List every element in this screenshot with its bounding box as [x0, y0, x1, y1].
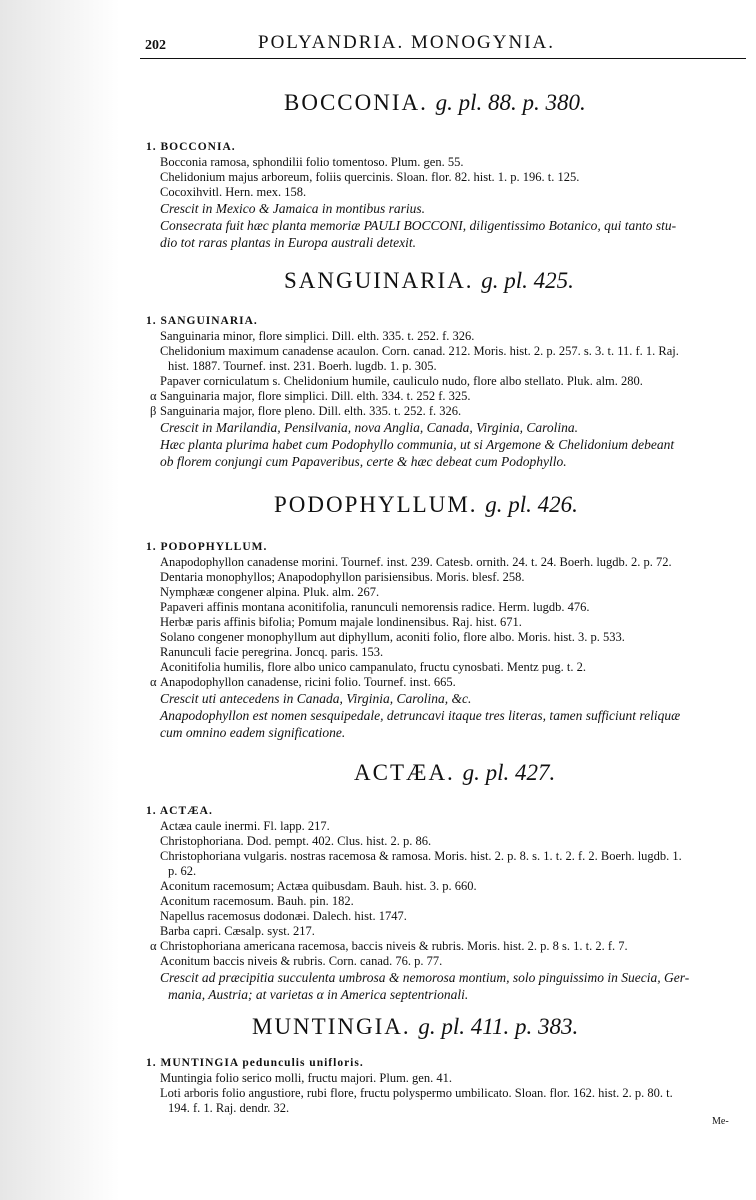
variety-marker: α — [150, 675, 157, 689]
synonym-line: Herbæ paris affinis bifolia; Pomum majale londinensibus. Raj. hist. 671. — [160, 615, 522, 629]
synonym-line: Christophoriana vulgaris. nostras racemosa & ramosa. Moris. hist. 2. p. 8. s. 1. t. 2. f. 2. Boerh. lugdb. 1. — [160, 849, 682, 863]
synonym-line: Actæa caule inermi. Fl. lapp. 217. — [160, 819, 330, 833]
synonym-line: Napellus racemosus dodonæi. Dalech. hist. 1747. — [160, 909, 407, 923]
species-heading: 1. ACTÆA. — [146, 805, 213, 817]
genus-title-actaea: ACTÆA. g. pl. 427. — [354, 760, 556, 785]
genus-title-bocconia: BOCCONIA. g. pl. 88. p. 380. — [284, 90, 586, 115]
synonym-line: Christophoriana. Dod. pempt. 402. Clus. hist. 2. p. 86. — [160, 834, 432, 848]
note-line: cum omnino eadem significatione. — [160, 725, 346, 740]
entry-podophyllum — [146, 540, 746, 741]
variety-alpha-line: α Christophoriana americana racemosa, baccis niveis & rubris. Moris. hist. 2. p. 8 s. 1. t. 2. f. 7. — [150, 939, 628, 953]
synonym-line: Aconitifolia humilis, flore albo unico campanulato, fructu cynosbati. Mentz pug. t. 2. — [160, 660, 586, 674]
variety-beta-line: β Sanguinaria major, flore pleno. Dill. elth. 335. t. 252. f. 326. — [150, 404, 462, 418]
habitat-line: Crescit uti antecedens in Canada, Virginia, Carolina, &c. — [160, 691, 472, 706]
synonym-line: Ranunculi facie peregrina. Joncq. paris. 153. — [160, 645, 384, 659]
synonym-line: Dentaria monophyllos; Anapodophyllon parisiensibus. Moris. blesf. 258. — [160, 570, 525, 584]
habitat-line: Crescit in Mexico & Jamaica in montibus rarius. — [160, 201, 425, 216]
synonym-line: Chelidonium maximum canadense acaulon. Corn. canad. 212. Moris. hist. 2. p. 257. s. 3. t. 11. f. 1. Raj. — [160, 344, 679, 358]
entry-sanguinaria — [146, 314, 746, 470]
synonym-line: Solano congener monophyllum aut diphyllum, aconiti folio, flore albo. Moris. hist. 3. p. 533. — [160, 630, 625, 644]
note-line: Consecrata fuit hæc planta memoriæ PAULI BOCCONI, diligentissimo Botanico, qui tanto stu- — [160, 218, 677, 233]
synonym-line: Aconitum baccis niveis & rubris. Corn. canad. 76. p. 77. — [160, 954, 443, 968]
genus-title-sanguinaria: SANGUINARIA. g. pl. 425. — [284, 268, 574, 293]
running-title: POLYANDRIA. MONOGYNIA. — [258, 32, 556, 53]
variety-marker: α — [150, 389, 157, 403]
page-header — [140, 30, 746, 60]
variety-alpha-line: α Anapodophyllon canadense, ricini folio. Tournef. inst. 665. — [150, 675, 456, 689]
species-heading: 1. MUNTINGIA pedunculis unifloris. — [146, 1057, 364, 1069]
variety-marker: α — [150, 939, 157, 953]
synonym-line: Anapodophyllon canadense morini. Tournef. inst. 239. Catesb. ornith. 24. t. 24. Boerh. lugdb. 2. p. 72. — [160, 555, 672, 569]
synonym-line: Aconitum racemosum; Actæa quibusdam. Bauh. hist. 3. p. 660. — [160, 879, 477, 893]
variety-alpha-line: α Sanguinaria major, flore simplici. Dill. elth. 334. t. 252 f. 325. — [150, 389, 471, 403]
genus-title-podophyllum: PODOPHYLLUM. g. pl. 426. — [274, 492, 578, 517]
synonym-line: hist. 1887. Tournef. inst. 231. Boerh. lugdb. 1. p. 305. — [168, 359, 437, 373]
synonym-line: Loti arboris folio angustiore, rubi flore, fructu polyspermo umbilicato. Sloan. flor. 162. hist. 2. p. 80. t. — [160, 1086, 673, 1100]
entry-bocconia — [146, 140, 746, 251]
note-line: ob florem conjungi cum Papaveribus, certe & hæc debeat cum Podophyllo. — [160, 454, 567, 469]
synonym-line: Muntingia folio serico molli, fructu majori. Plum. gen. 41. — [160, 1071, 452, 1085]
synonym-line: Nymphææ congener alpina. Pluk. alm. 267. — [160, 585, 380, 599]
synonym-line: p. 62. — [168, 864, 197, 878]
species-heading: 1. PODOPHYLLUM. — [146, 541, 268, 553]
habitat-line: Crescit ad præcipitia succulenta umbrosa & nemorosa montium, solo pinguissimo in Suecia, Ger- — [160, 970, 690, 985]
entry-actaea — [146, 804, 746, 1003]
habitat-line: Crescit in Marilandia, Pensilvania, nova Anglia, Canada, Virginia, Carolina. — [160, 420, 578, 435]
genus-title-muntingia: MUNTINGIA. g. pl. 411. p. 383. — [252, 1014, 579, 1039]
synonym-line: Aconitum racemosum. Bauh. pin. 182. — [160, 894, 354, 908]
note-line: Anapodophyllon est nomen sesquipedale, detruncavi itaque tres literas, tamen sufficiunt reliquæ — [160, 708, 681, 723]
synonym-line: Papaver corniculatum s. Chelidonium humile, cauliculo nudo, flore albo stellato. Pluk. alm. 280. — [160, 374, 643, 388]
habitat-line: mania, Austria; at varietas α in America septentrionali. — [168, 987, 469, 1002]
header-rule — [140, 58, 746, 59]
species-heading: 1. BOCCONIA. — [146, 141, 236, 153]
synonym-line: Cocoxihvitl. Hern. mex. 158. — [160, 185, 307, 199]
synonym-line: Barba capri. Cæsalp. syst. 217. — [160, 924, 315, 938]
species-heading: 1. SANGUINARIA. — [146, 315, 258, 327]
note-line: dio tot raras plantas in Europa australi detexit. — [160, 235, 417, 250]
synonym-line: Chelidonium majus arboreum, foliis quercinis. Sloan. flor. 82. hist. 1. p. 196. t. 125. — [160, 170, 580, 184]
note-line: Hæc planta plurima habet cum Podophyllo communia, ut si Argemone & Chelidonium debeant — [160, 437, 675, 452]
variety-marker: β — [150, 404, 157, 418]
page-gutter-shadow — [0, 0, 120, 1200]
synonym-line: 194. f. 1. Raj. dendr. 32. — [168, 1101, 290, 1115]
entry-muntingia — [146, 1056, 746, 1116]
catchword: Me- — [712, 1116, 729, 1127]
synonym-line: Papaveri affinis montana aconitifolia, ranunculi nemorensis radice. Herm. lugdb. 476. — [160, 600, 590, 614]
page-number: 202 — [145, 38, 166, 53]
synonym-line: Bocconia ramosa, sphondilii folio tomentoso. Plum. gen. 55. — [160, 155, 464, 169]
synonym-line: Sanguinaria minor, flore simplici. Dill. elth. 335. t. 252. f. 326. — [160, 329, 475, 343]
